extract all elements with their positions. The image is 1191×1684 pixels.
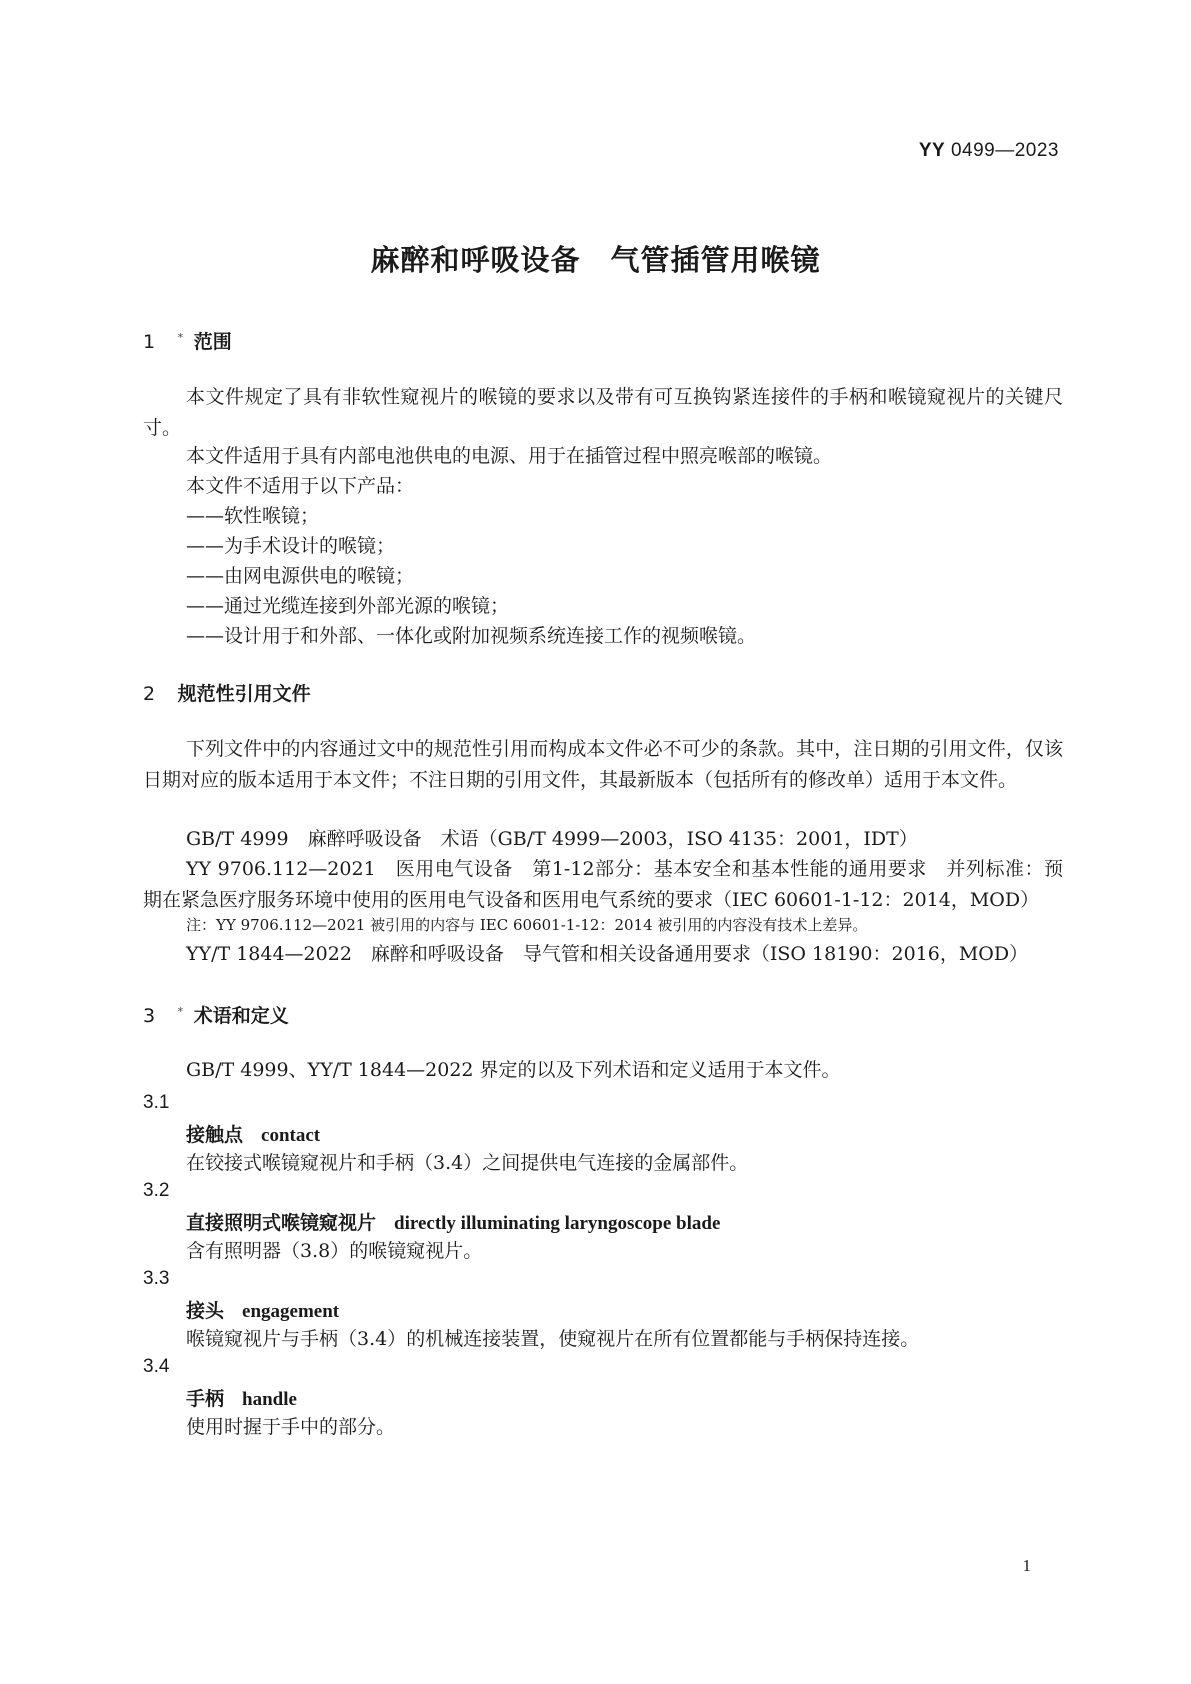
asterisk-mark: * bbox=[177, 1004, 184, 1018]
term-name bbox=[186, 1384, 297, 1411]
reference-item: GB/T 4999 麻醉呼吸设备 术语（GB/T 4999—2003，ISO 4135：2001，IDT） bbox=[186, 828, 918, 850]
term-definition: 使用时握于手中的部分。 bbox=[186, 1416, 396, 1438]
list-item: ——由网电源供电的喉镜； bbox=[186, 565, 415, 587]
reference-note: 注：YY 9706.112—2021 被引用的内容与 IEC 60601-1-12：2014 被引用的内容没有技术上差异。 bbox=[186, 916, 868, 934]
list-item: ——软性喉镜； bbox=[186, 505, 320, 527]
standard-number: 0499—2023 bbox=[950, 140, 1059, 161]
term-name-en: handle bbox=[242, 1389, 297, 1410]
section-3-heading bbox=[143, 1001, 289, 1028]
term-number: 3.4 bbox=[143, 1356, 170, 1377]
term-name-zh: 接头 bbox=[186, 1300, 225, 1322]
term-name bbox=[186, 1208, 720, 1235]
reference-item: YY 9706.112—2021 医用电气设备 第1-12部分：基本安全和基本性能的通用要求 并列标准：预期在紧急医疗服务环境中使用的医用电气设备和医用电气系统的要求（IEC 60601-1-12：2014，MOD） bbox=[143, 858, 1063, 911]
scope-paragraph-3: 本文件不适用于以下产品： bbox=[186, 475, 415, 497]
term-definition: 含有照明器（3.8）的喉镜窥视片。 bbox=[186, 1240, 483, 1262]
term-number: 3.1 bbox=[143, 1092, 170, 1113]
term-definition: 在铰接式喉镜窥视片和手柄（3.4）之间提供电气连接的金属部件。 bbox=[186, 1152, 749, 1174]
list-item: ——设计用于和外部、一体化或附加视频系统连接工作的视频喉镜。 bbox=[186, 625, 757, 647]
section-title: 术语和定义 bbox=[193, 1005, 289, 1027]
term-name-en: engagement bbox=[242, 1301, 340, 1322]
term-number: 3.2 bbox=[143, 1180, 170, 1201]
section-title: 规范性引用文件 bbox=[177, 683, 311, 705]
term-name-en: directly illuminating laryngoscope blade bbox=[394, 1213, 721, 1234]
list-item: ——为手术设计的喉镜； bbox=[186, 535, 396, 557]
section-title: 范围 bbox=[193, 331, 232, 353]
terms-intro: GB/T 4999、YY/T 1844—2022 界定的以及下列术语和定义适用于本文件。 bbox=[186, 1059, 841, 1081]
document-title: 麻醉和呼吸设备 气管插管用喉镜 bbox=[370, 243, 821, 277]
standard-prefix: YY bbox=[918, 140, 946, 161]
list-item: ——通过光缆连接到外部光源的喉镜； bbox=[186, 595, 510, 617]
page-number: 1 bbox=[1022, 1556, 1031, 1575]
term-definition: 喉镜窥视片与手柄（3.4）的机械连接装置，使窥视片在所有位置都能与手柄保持连接。 bbox=[186, 1328, 920, 1350]
term-number: 3.3 bbox=[143, 1268, 170, 1289]
section-2-heading bbox=[143, 679, 311, 706]
asterisk-mark: * bbox=[177, 330, 184, 344]
section-number: 3 bbox=[143, 1005, 156, 1027]
term-name-en: contact bbox=[261, 1125, 321, 1146]
scope-paragraph-2: 本文件适用于具有内部电池供电的电源、用于在插管过程中照亮喉部的喉镜。 bbox=[186, 445, 833, 467]
term-name-zh: 直接照明式喉镜窥视片 bbox=[186, 1212, 377, 1234]
section-number: 2 bbox=[143, 683, 156, 705]
section-1-heading bbox=[143, 327, 232, 354]
term-name bbox=[186, 1120, 320, 1147]
term-name-zh: 手柄 bbox=[186, 1388, 225, 1410]
normative-references-paragraph: 下列文件中的内容通过文中的规范性引用而构成本文件必不可少的条款。其中，注日期的引用文件，仅该日期对应的版本适用于本文件；不注日期的引用文件，其最新版本（包括所有的修改单）适用于本文件。 bbox=[143, 738, 1063, 791]
standard-code bbox=[919, 140, 1059, 162]
scope-paragraph-1: 本文件规定了具有非软性窥视片的喉镜的要求以及带有可互换钩紧连接件的手柄和喉镜窥视片的关键尺寸。 bbox=[143, 386, 1063, 439]
term-name bbox=[186, 1296, 339, 1323]
term-name-zh: 接触点 bbox=[186, 1124, 244, 1146]
reference-item: YY/T 1844—2022 麻醉和呼吸设备 导气管和相关设备通用要求（ISO 18190：2016，MOD） bbox=[186, 943, 1029, 965]
section-number: 1 bbox=[143, 331, 156, 353]
